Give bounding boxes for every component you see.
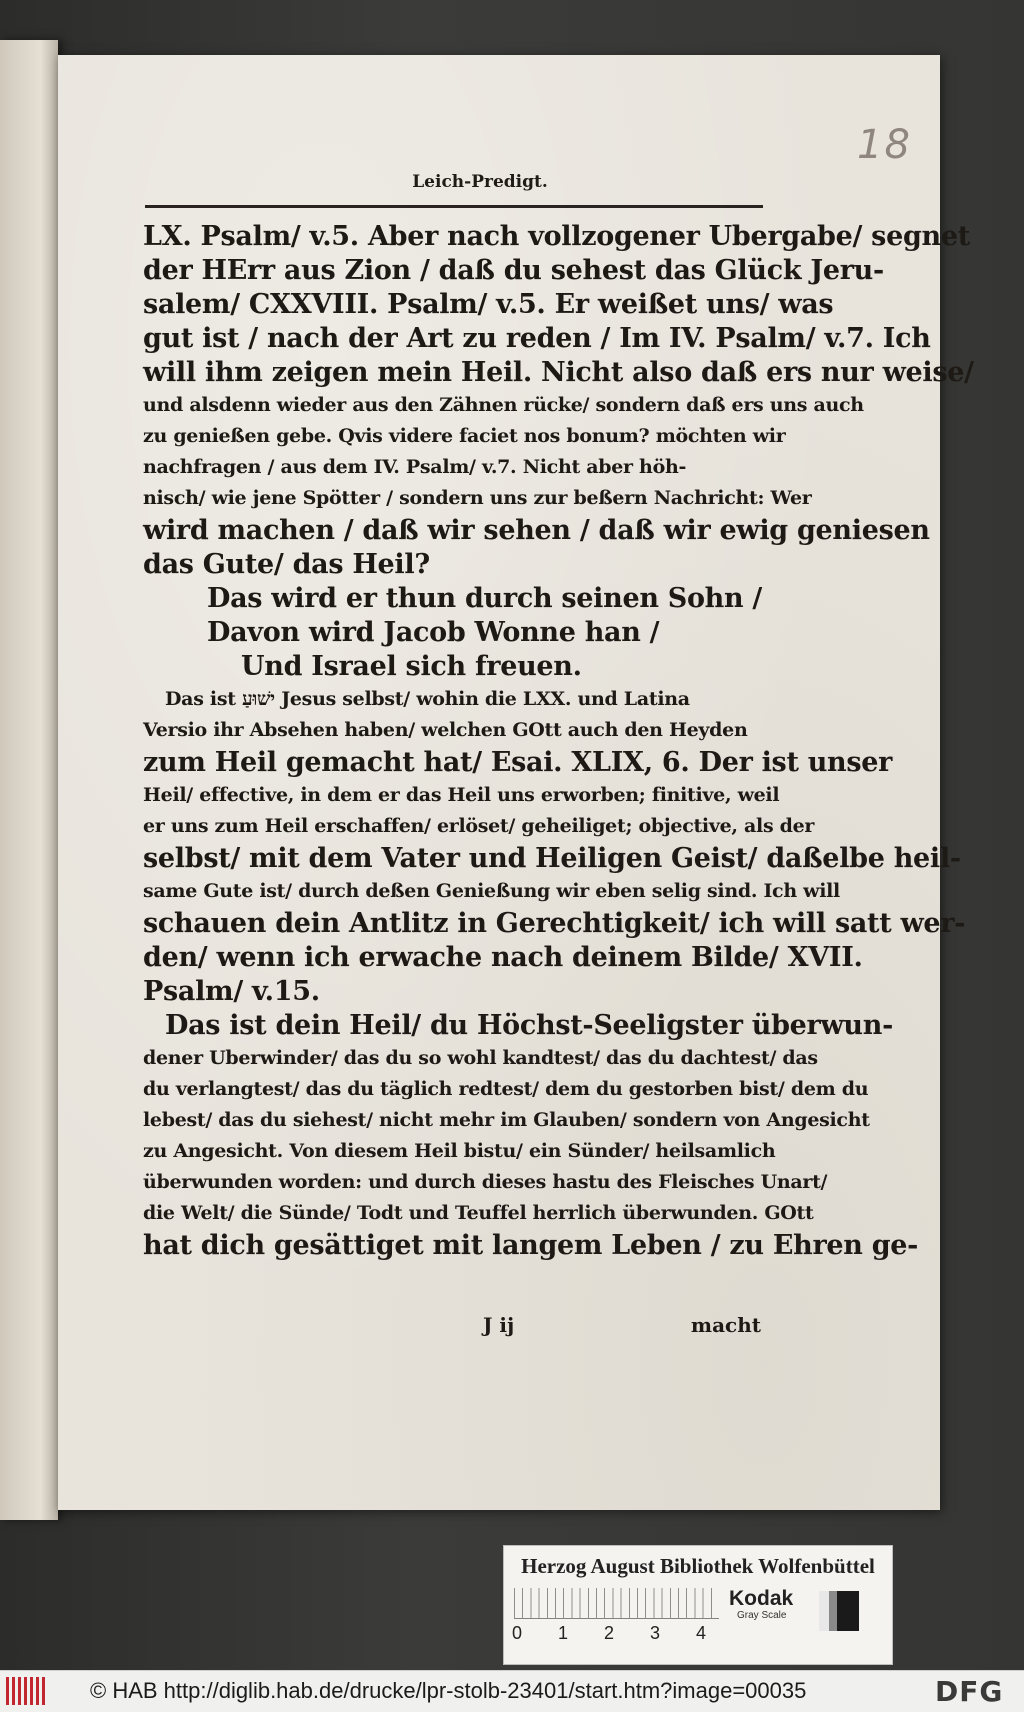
text-line: du verlangtest/ das du täglich redtest/ dem du gestorben bist/ dem du <box>143 1078 869 1100</box>
text-line: nachfragen / aus dem IV. Psalm/ v.7. Nicht aber höh- <box>143 456 687 478</box>
text-line: gut ist / nach der Art zu reden / Im IV. Psalm/ v.7. Ich <box>143 323 931 354</box>
kodak-label <box>729 1588 815 1632</box>
running-head: Leich-Predigt. <box>412 172 548 192</box>
text-line: salem/ CXXVIII. Psalm/ v.5. Er weißet uns/ was <box>143 289 834 320</box>
page-text <box>143 220 974 1263</box>
barcode-icon <box>6 1677 46 1705</box>
text-line: zu Angesicht. Von diesem Heil bistu/ ein Sünder/ heilsamlich <box>143 1140 776 1162</box>
ruler-number: 3 <box>650 1623 661 1643</box>
text-line: will ihm zeigen mein Heil. Nicht also daß ers nur weise/ <box>143 357 974 388</box>
ruler-number: 4 <box>696 1623 707 1643</box>
kodak-brand: Kodak <box>729 1587 794 1610</box>
ruler-number: 2 <box>604 1623 615 1643</box>
header-rule <box>145 205 763 208</box>
text-line: den/ wenn ich erwache nach deinem Bilde/ XVII. <box>143 942 863 973</box>
text-line: er uns zum Heil erschaffen/ erlöset/ geheiliget; objective, als der <box>143 815 815 837</box>
text-line: Psalm/ v.15. <box>143 976 320 1007</box>
text-line: dener Uberwinder/ das du so wohl kandtest/ das du dachtest/ das <box>143 1047 818 1069</box>
ruler-numbers <box>512 1623 732 1647</box>
text-line: Das ist ישׁוּעַ Jesus selbst/ wohin die LXX. und Latina <box>165 688 690 710</box>
text-line: Versio ihr Absehen haben/ welchen GOtt auch den Heyden <box>143 719 748 741</box>
text-line: zum Heil gemacht hat/ Esai. XLIX, 6. Der ist unser <box>143 747 893 778</box>
copyright-url[interactable]: © HAB http://diglib.hab.de/drucke/lpr-stolb-23401/start.htm?image=00035 <box>90 1678 807 1703</box>
text-line: nisch/ wie jene Spötter / sondern uns zur beßern Nachricht: Wer <box>143 487 812 509</box>
color-reference-card <box>503 1545 893 1665</box>
text-line: hat dich gesättiget mit langem Leben / zu Ehren ge- <box>143 1230 919 1261</box>
verse-line: Davon wird Jacob Wonne han / <box>207 617 660 648</box>
dfg-logo: DFG <box>935 1675 1004 1708</box>
text-line: zu genießen gebe. Qvis videre faciet nos bonum? möchten wir <box>143 425 786 447</box>
ruler-number: 1 <box>558 1623 569 1643</box>
verse-line: Und Israel sich freuen. <box>241 651 582 682</box>
text-line: überwunden worden: und durch dieses hastu des Fleisches Unart/ <box>143 1171 828 1193</box>
footer-bar <box>0 1670 1024 1712</box>
gray-scale-patch <box>819 1591 859 1631</box>
text-line: same Gute ist/ durch deßen Genießung wir eben selig sind. Ich will <box>143 880 840 902</box>
measurement-ruler <box>514 1588 719 1619</box>
signature-mark: J ij <box>483 1313 515 1337</box>
text-line: und alsdenn wieder aus den Zähnen rücke/ sondern daß ers uns auch <box>143 394 864 416</box>
verse-line: Das wird er thun durch seinen Sohn / <box>207 583 762 614</box>
folio-note: 18 <box>857 122 912 168</box>
kodak-subtitle: Gray Scale <box>737 1610 787 1621</box>
text-line: die Welt/ die Sünde/ Todt und Teuffel herrlich überwunden. GOtt <box>143 1202 814 1224</box>
library-name: Herzog August Bibliothek Wolfenbüttel <box>521 1554 875 1578</box>
text-line: schauen dein Antlitz in Gerechtigkeit/ ich will satt wer- <box>143 908 966 939</box>
text-line: selbst/ mit dem Vater und Heiligen Geist/ daßelbe heil- <box>143 843 961 874</box>
text-line: das Gute/ das Heil? <box>143 549 430 580</box>
facing-page-edge <box>0 40 58 1520</box>
text-line: der HErr aus Zion / daß du sehest das Glück Jeru- <box>143 255 884 286</box>
text-line: LX. Psalm/ v.5. Aber nach vollzogener Ubergabe/ segnet <box>143 221 970 252</box>
page-foot <box>143 1313 765 1345</box>
catchword: macht <box>690 1313 761 1337</box>
text-line: lebest/ das du siehest/ nicht mehr im Glauben/ sondern von Angesicht <box>143 1109 870 1131</box>
ruler-number: 0 <box>512 1623 523 1643</box>
text-line: wird machen / daß wir sehen / daß wir ewig geniesen <box>143 515 930 546</box>
text-line: Das ist dein Heil/ du Höchst-Seeligster überwun- <box>165 1010 893 1041</box>
text-line: Heil/ effective, in dem er das Heil uns erworben; finitive, weil <box>143 784 780 806</box>
